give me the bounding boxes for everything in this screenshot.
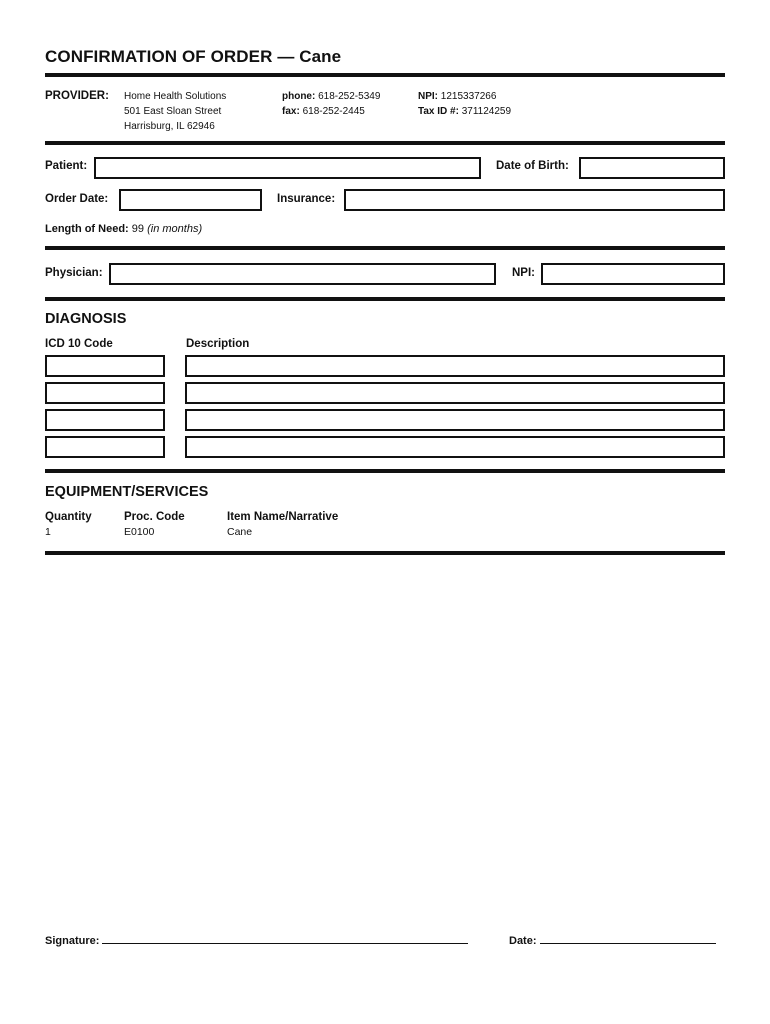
taxid-label: Tax ID #: (418, 106, 459, 117)
provider-taxid: 371124259 (461, 106, 512, 117)
equipment-item: Cane (227, 526, 253, 538)
provider-address-line2: Harrisburg, IL 62946 (124, 121, 215, 132)
description-field-1[interactable] (185, 355, 725, 377)
icd-code-header: ICD 10 Code (45, 338, 113, 350)
provider-divider (45, 141, 725, 145)
length-of-need (45, 223, 202, 235)
signature-line[interactable] (102, 933, 468, 944)
provider-fax: 618-252-2445 (302, 106, 365, 117)
dob-label: Date of Birth: (496, 160, 569, 172)
patient-divider (45, 246, 725, 250)
provider-npi-label: NPI: (418, 91, 438, 102)
description-field-4[interactable] (185, 436, 725, 458)
page-title: CONFIRMATION OF ORDER — Cane (45, 47, 342, 66)
description-field-3[interactable] (185, 409, 725, 431)
physician-npi-label: NPI: (512, 267, 535, 279)
provider-address (124, 89, 226, 134)
equipment-quantity: 1 (45, 526, 51, 538)
length-value: 99 (131, 223, 145, 235)
provider-phone: 618-252-5349 (318, 91, 381, 102)
order-date-label: Order Date: (45, 193, 109, 205)
length-unit: (in months) (147, 223, 203, 235)
phone-label: phone: (282, 91, 316, 102)
icd-code-field-3[interactable] (45, 409, 165, 431)
patient-field[interactable] (94, 157, 481, 179)
physician-divider (45, 297, 725, 301)
provider-label: PROVIDER: (45, 90, 109, 102)
equipment-proc-code: E0100 (124, 526, 155, 538)
diagnosis-divider (45, 469, 725, 473)
item-header: Item Name/Narrative (227, 511, 339, 523)
physician-field[interactable] (109, 263, 496, 285)
equipment-divider (45, 551, 725, 555)
order-date-field[interactable] (119, 189, 262, 211)
date-row (509, 933, 716, 947)
provider-address-line1: 501 East Sloan Street (124, 106, 222, 117)
physician-label: Physician: (45, 267, 103, 279)
icd-code-field-2[interactable] (45, 382, 165, 404)
diagnosis-heading: DIAGNOSIS (45, 311, 127, 327)
proc-code-header: Proc. Code (124, 511, 185, 523)
insurance-label: Insurance: (277, 193, 336, 205)
patient-label: Patient: (45, 160, 88, 172)
physician-npi-field[interactable] (541, 263, 725, 285)
insurance-field[interactable] (344, 189, 725, 211)
length-label: Length of Need: (45, 223, 129, 235)
description-header: Description (186, 338, 250, 350)
date-line[interactable] (540, 933, 716, 944)
quantity-header: Quantity (45, 511, 92, 523)
description-field-2[interactable] (185, 382, 725, 404)
icd-code-field-4[interactable] (45, 436, 165, 458)
provider-name: Home Health Solutions (124, 91, 227, 102)
fax-label: fax: (282, 106, 300, 117)
title-divider (45, 73, 725, 77)
date-label: Date: (509, 935, 537, 947)
provider-contact (282, 89, 380, 119)
dob-field[interactable] (579, 157, 725, 179)
signature-label: Signature: (45, 935, 100, 947)
icd-code-field-1[interactable] (45, 355, 165, 377)
equipment-heading: EQUIPMENT/SERVICES (45, 484, 209, 500)
signature-row (45, 933, 468, 947)
provider-npi: 1215337266 (440, 91, 497, 102)
provider-ids (418, 89, 511, 119)
